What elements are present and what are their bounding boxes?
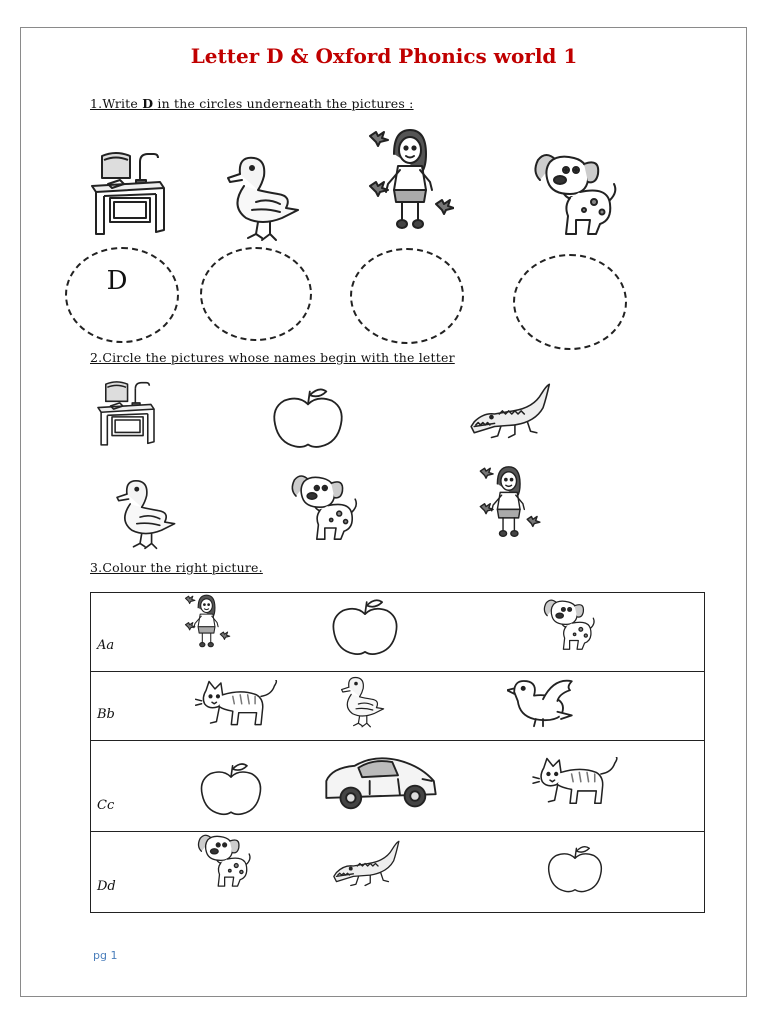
worksheet-title: Letter D & Oxford Phonics world 1 [190, 44, 578, 68]
cc-car-picture[interactable] [321, 747, 441, 813]
section1-prefix: 1.Write [90, 96, 143, 111]
dd-apple-picture[interactable] [543, 844, 607, 894]
cc-cat-picture[interactable] [521, 757, 633, 811]
section1-bold-letter: D [142, 96, 154, 111]
section1-suffix: in the circles underneath the pictures : [153, 96, 414, 111]
row-label-aa: Aa [97, 638, 115, 653]
aa-apple-picture[interactable] [329, 597, 401, 657]
dd-crocodile-picture[interactable] [329, 840, 405, 892]
dog-picture [530, 150, 620, 240]
answer-circle-1[interactable] [65, 247, 179, 343]
table-cell-cc [91, 741, 705, 832]
section2-dog-picture[interactable] [288, 472, 360, 544]
bb-cat-picture[interactable] [195, 680, 281, 732]
bb-duck-picture[interactable] [331, 674, 393, 728]
row-label-bb: Bb [97, 707, 115, 722]
table-row-aa [91, 593, 705, 672]
duck-picture [222, 152, 302, 242]
answer-circle-3[interactable] [350, 248, 464, 344]
answer-circle-2[interactable] [200, 247, 312, 341]
table-cell-bb [91, 672, 705, 741]
page-number: pg 1 [93, 949, 118, 962]
section2-duck-picture[interactable] [112, 476, 178, 550]
section3-instruction: 3.Colour the right picture. [90, 560, 263, 575]
bb-bird-picture[interactable] [507, 674, 579, 728]
answer-circle-1-letter: D [106, 266, 128, 296]
doll-picture [364, 126, 454, 236]
aa-doll-picture[interactable] [179, 593, 233, 651]
table-cell-aa [91, 593, 705, 672]
table-cell-dd [91, 832, 705, 913]
section1-instruction [90, 96, 414, 111]
section2-desk-picture[interactable] [94, 378, 158, 448]
section2-crocodile-picture[interactable] [468, 382, 554, 446]
aa-dog-picture[interactable] [541, 597, 597, 653]
row-label-cc: Cc [97, 798, 115, 813]
row-label-dd: Dd [97, 879, 116, 894]
section2-doll-picture[interactable] [470, 464, 546, 542]
section2-instruction: 2.Circle the pictures whose names begin with the letter [90, 350, 455, 365]
table-row-dd [91, 832, 705, 913]
table-row-bb [91, 672, 705, 741]
table-row-cc [91, 741, 705, 832]
section2-apple-picture[interactable] [270, 386, 346, 450]
desk-picture [88, 148, 168, 238]
dd-dog-picture[interactable] [195, 832, 253, 890]
answer-circle-4[interactable] [513, 254, 627, 350]
cc-apple-picture[interactable] [199, 761, 263, 817]
colour-table [90, 592, 705, 913]
